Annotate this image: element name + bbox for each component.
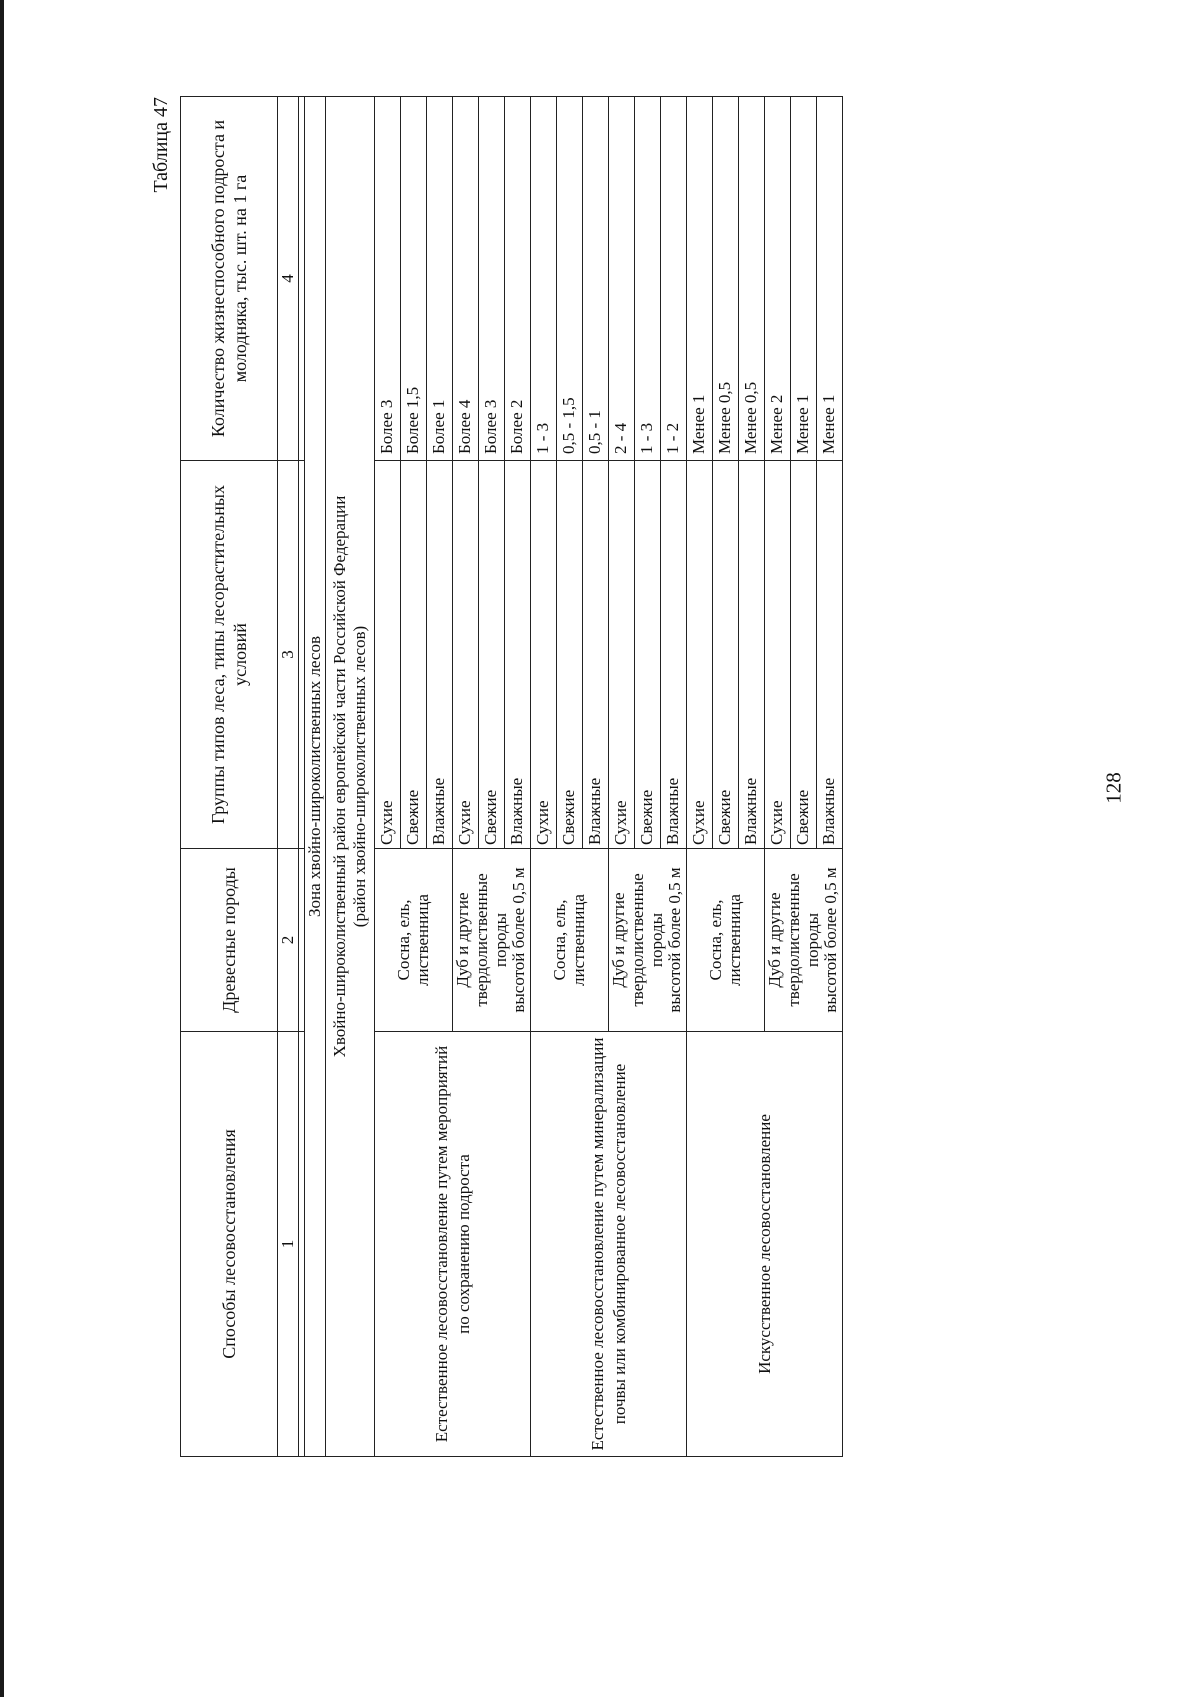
amount-cell: Более 1 — [427, 97, 453, 461]
column-number: 1 — [278, 1032, 299, 1457]
amount-cell: Менее 2 — [765, 97, 791, 461]
method-cell: Естественное лесовосстановление путем мероприятий по сохранению подроста — [375, 1032, 531, 1457]
forest-type-cell: Свежие — [557, 461, 583, 849]
page-number: 128 — [1101, 772, 1126, 804]
forest-type-cell: Сухие — [765, 461, 791, 849]
forest-type-cell: Сухие — [453, 461, 479, 849]
amount-cell: Менее 1 — [817, 97, 843, 461]
region-title — [326, 97, 375, 1457]
amount-cell: Более 4 — [453, 97, 479, 461]
column-number-row — [278, 97, 299, 1457]
species-cell: Сосна, ель, лиственница — [687, 849, 765, 1032]
forest-type-cell: Свежие — [635, 461, 661, 849]
method-cell: Искусственное лесовосстановление — [687, 1032, 843, 1457]
species-cell — [765, 849, 843, 1032]
table-row — [531, 97, 557, 1457]
reforestation-table — [180, 96, 843, 1457]
species-cell — [453, 849, 531, 1032]
forest-type-cell: Свежие — [479, 461, 505, 849]
amount-cell: 2 - 4 — [609, 97, 635, 461]
amount-cell: Менее 1 — [687, 97, 713, 461]
method-cell: Естественное лесовосстановление путем минерализации почвы или комбинированное лесовосстановление — [531, 1032, 687, 1457]
species-cell — [609, 849, 687, 1032]
forest-type-cell: Сухие — [375, 461, 401, 849]
species-line: твердолиственные породы — [627, 873, 666, 1007]
header-methods: Способы лесовосстановления — [181, 1032, 278, 1457]
region-title-line2: (район хвойно-широколиственных лесов) — [350, 625, 369, 928]
header-species: Древесные породы — [181, 849, 278, 1032]
species-line: Дуб и другие — [765, 892, 785, 988]
column-number: 2 — [278, 849, 299, 1032]
zone-title: Зона хвойно-широколиственных лесов — [305, 97, 326, 1457]
amount-cell: 1 - 3 — [531, 97, 557, 461]
rotated-table-block — [150, 97, 841, 1457]
amount-cell: 1 - 3 — [635, 97, 661, 461]
forest-type-cell: Влажные — [427, 461, 453, 849]
forest-type-cell: Свежие — [791, 461, 817, 849]
amount-cell: 0,5 - 1,5 — [557, 97, 583, 461]
header-forest-types: Группы типов леса, типы лесорастительных условий — [181, 461, 278, 849]
forest-type-cell: Влажные — [505, 461, 531, 849]
amount-cell: Более 1,5 — [401, 97, 427, 461]
species-line: высотой более 0,5 м — [821, 867, 841, 1013]
amount-cell: Менее 0,5 — [739, 97, 765, 461]
species-cell: Сосна, ель, лиственница — [531, 849, 609, 1032]
header-quantity: Количество жизнеспособного подроста и молодняка, тыс. шт. на 1 га — [181, 97, 278, 461]
amount-cell: 1 - 2 — [661, 97, 687, 461]
forest-type-cell: Сухие — [687, 461, 713, 849]
forest-type-cell: Влажные — [817, 461, 843, 849]
species-line: высотой более 0,5 м — [665, 867, 685, 1013]
forest-type-cell: Свежие — [401, 461, 427, 849]
region-title-line1: Хвойно-широколиственный район европейской части Российской Федерации — [330, 495, 350, 1058]
zone-row — [305, 97, 326, 1457]
table-label: Таблица 47 — [150, 97, 172, 193]
forest-type-cell: Сухие — [609, 461, 635, 849]
amount-cell: Более 2 — [505, 97, 531, 461]
region-row — [326, 97, 375, 1457]
amount-cell: Менее 0,5 — [713, 97, 739, 461]
species-cell: Сосна, ель, лиственница — [375, 849, 453, 1032]
header-row — [181, 97, 278, 1457]
table-row — [375, 97, 401, 1457]
species-line: твердолиственные породы — [471, 873, 510, 1007]
species-line: Дуб и другие — [453, 892, 473, 988]
table-row — [687, 97, 713, 1457]
forest-type-cell: Влажные — [583, 461, 609, 849]
column-number: 3 — [278, 461, 299, 849]
species-line: Дуб и другие — [609, 892, 629, 988]
column-number: 4 — [278, 97, 299, 461]
amount-cell: Менее 1 — [791, 97, 817, 461]
amount-cell: Более 3 — [479, 97, 505, 461]
amount-cell: 0,5 - 1 — [583, 97, 609, 461]
species-line: высотой более 0,5 м — [509, 867, 529, 1013]
species-line: твердолиственные породы — [783, 873, 822, 1007]
scan-edge — [0, 0, 4, 1697]
forest-type-cell: Свежие — [713, 461, 739, 849]
forest-type-cell: Влажные — [661, 461, 687, 849]
amount-cell: Более 3 — [375, 97, 401, 461]
forest-type-cell: Влажные — [739, 461, 765, 849]
forest-type-cell: Сухие — [531, 461, 557, 849]
